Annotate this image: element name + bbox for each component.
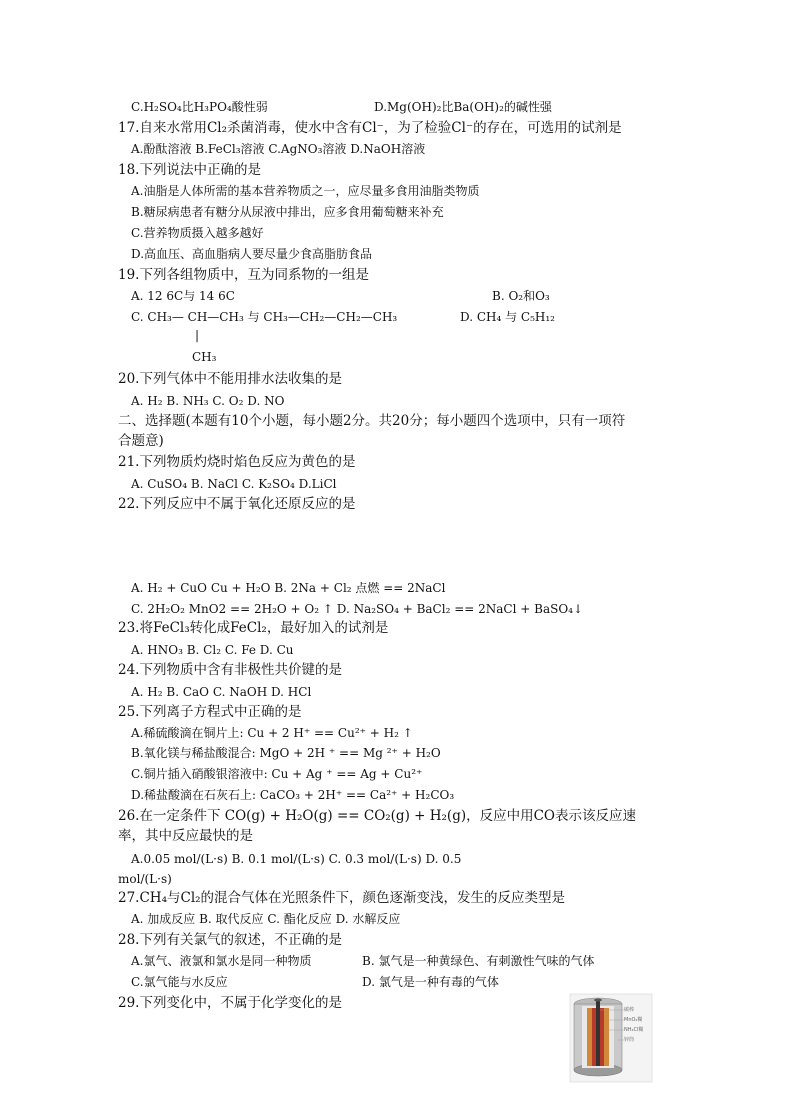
q22-options-cd: C. 2H₂O₂ MnO2 == 2H₂O + O₂ ↑ D. Na₂SO₄ + BaCl₂ == 2NaCl + BaSO₄↓ (131, 602, 584, 616)
q27-stem: 27.CH₄与Cl₂的混合气体在光照条件下，颜色逐渐变浅，发生的反应类型是 (118, 890, 566, 906)
q20-options: A. H₂ B. NH₃ C. O₂ D. NO (131, 394, 285, 408)
q28-option-c: C.氯气能与水反应 (131, 975, 228, 989)
q25-option-d: D.稀盐酸滴在石灰石上: CaCO₃ + 2H⁺ == Ca²⁺ + H₂CO₃ (131, 788, 455, 802)
q28-option-d: D. 氯气是一种有毒的气体 (362, 975, 499, 989)
q16-option-c: C.H₂SO₄比H₃PO₄酸性弱 (131, 100, 268, 114)
q17-options: A.酚酞溶液 B.FeCl₃溶液 C.AgNO₃溶液 D.NaOH溶液 (131, 142, 426, 156)
q21-stem: 21.下列物质灼烧时焰色反应为黄色的是 (118, 454, 356, 470)
q22-stem: 22.下列反应中不属于氧化还原反应的是 (118, 496, 356, 512)
q26-options-cont: mol/(L·s) (118, 872, 172, 886)
section2-heading-cont: 合题意) (118, 433, 164, 449)
q19-option-c: C. CH₃— CH—CH₃ 与 CH₃—CH₂—CH₂—CH₃ (131, 310, 398, 324)
q27-options: A. 加成反应 B. 取代反应 C. 酯化反应 D. 水解反应 (131, 912, 401, 926)
q26-stem-cont: 率，其中反应最快的是 (118, 828, 253, 844)
q18-option-a: A.油脂是人体所需的基本营养物质之一，应尽量多食用油脂类物质 (131, 184, 480, 198)
q23-stem: 23.将FeCl₃转化成FeCl₂，最好加入的试剂是 (118, 620, 389, 636)
figure-label-carbon-rod: 碳棒 (624, 1007, 635, 1013)
q18-stem: 18.下列说法中正确的是 (118, 162, 261, 178)
q21-options: A. CuSO₄ B. NaCl C. K₂SO₄ D.LiCl (131, 477, 337, 491)
q19-branch-bond: | (195, 328, 200, 342)
q26-stem: 26.在一定条件下 CO(g) + H₂O(g) == CO₂(g) + H₂(g)，反应中用CO表示该反应速 (118, 808, 636, 824)
figure-label-zinc: 锌筒 (624, 1037, 635, 1043)
q19-branch-ch3: CH₃ (192, 350, 217, 364)
q19-option-a: A. 12 6C与 14 6C (131, 289, 235, 303)
q25-option-a: A.稀硫酸滴在铜片上: Cu + 2 H⁺ == Cu²⁺ + H₂ ↑ (131, 726, 413, 740)
q25-option-c: C.铜片插入硝酸银溶液中: Cu + Ag ⁺ == Ag + Cu²⁺ (131, 767, 423, 781)
q29-stem: 29.下列变化中，不属于化学变化的是 (118, 995, 342, 1011)
q25-option-b: B.氧化镁与稀盐酸混合: MgO + 2H ⁺ == Mg ²⁺ + H₂O (131, 746, 441, 760)
q24-options: A. H₂ B. CaO C. NaOH D. HCl (131, 685, 312, 699)
q18-option-d: D.高血压、高血脂病人要尽量少食高脂肪食品 (131, 247, 373, 261)
figure-label-mno2: MnO₂糊 (624, 1017, 643, 1023)
q17-stem: 17.自来水常用Cl₂杀菌消毒，使水中含有Cl⁻，为了检验Cl⁻的存在，可选用的试剂是 (118, 120, 622, 136)
q18-option-c: C.营养物质摄入越多越好 (131, 226, 264, 240)
q19-stem: 19.下列各组物质中，互为同系物的一组是 (118, 267, 369, 283)
q16-option-d: D.Mg(OH)₂比Ba(OH)₂的碱性强 (374, 100, 552, 114)
q26-options: A.0.05 mol/(L·s) B. 0.1 mol/(L·s) C. 0.3 mol/(L·s) D. 0.5 (131, 852, 462, 866)
q28-stem: 28.下列有关氯气的叙述，不正确的是 (118, 932, 342, 948)
q19-option-b: B. O₂和O₃ (492, 289, 550, 303)
q28-option-b: B. 氯气是一种黄绿色、有刺激性气味的气体 (362, 954, 595, 968)
q19-option-d: D. CH₄ 与 C₅H₁₂ (460, 310, 555, 324)
q28-option-a: A.氯气、液氯和氯水是同一种物质 (131, 954, 312, 968)
q23-options: A. HNO₃ B. Cl₂ C. Fe D. Cu (131, 643, 294, 657)
q24-stem: 24.下列物质中含有非极性共价键的是 (118, 662, 342, 678)
q25-stem: 25.下列离子方程式中正确的是 (118, 704, 302, 720)
dry-cell-figure (568, 992, 654, 1084)
section2-heading: 二、选择题(本题有10个小题，每小题2分。共20分；每小题四个选项中，只有一项符 (118, 413, 626, 429)
q18-option-b: B.糖尿病患者有糖分从尿液中排出，应多食用葡萄糖来补充 (131, 205, 444, 219)
q20-stem: 20.下列气体中不能用排水法收集的是 (118, 371, 342, 387)
figure-label-nh4cl: NH₄Cl糊 (624, 1027, 644, 1033)
q22-options-ab: A. H₂ + CuO Cu + H₂O B. 2Na + Cl₂ 点燃 == 2NaCl (131, 581, 446, 595)
